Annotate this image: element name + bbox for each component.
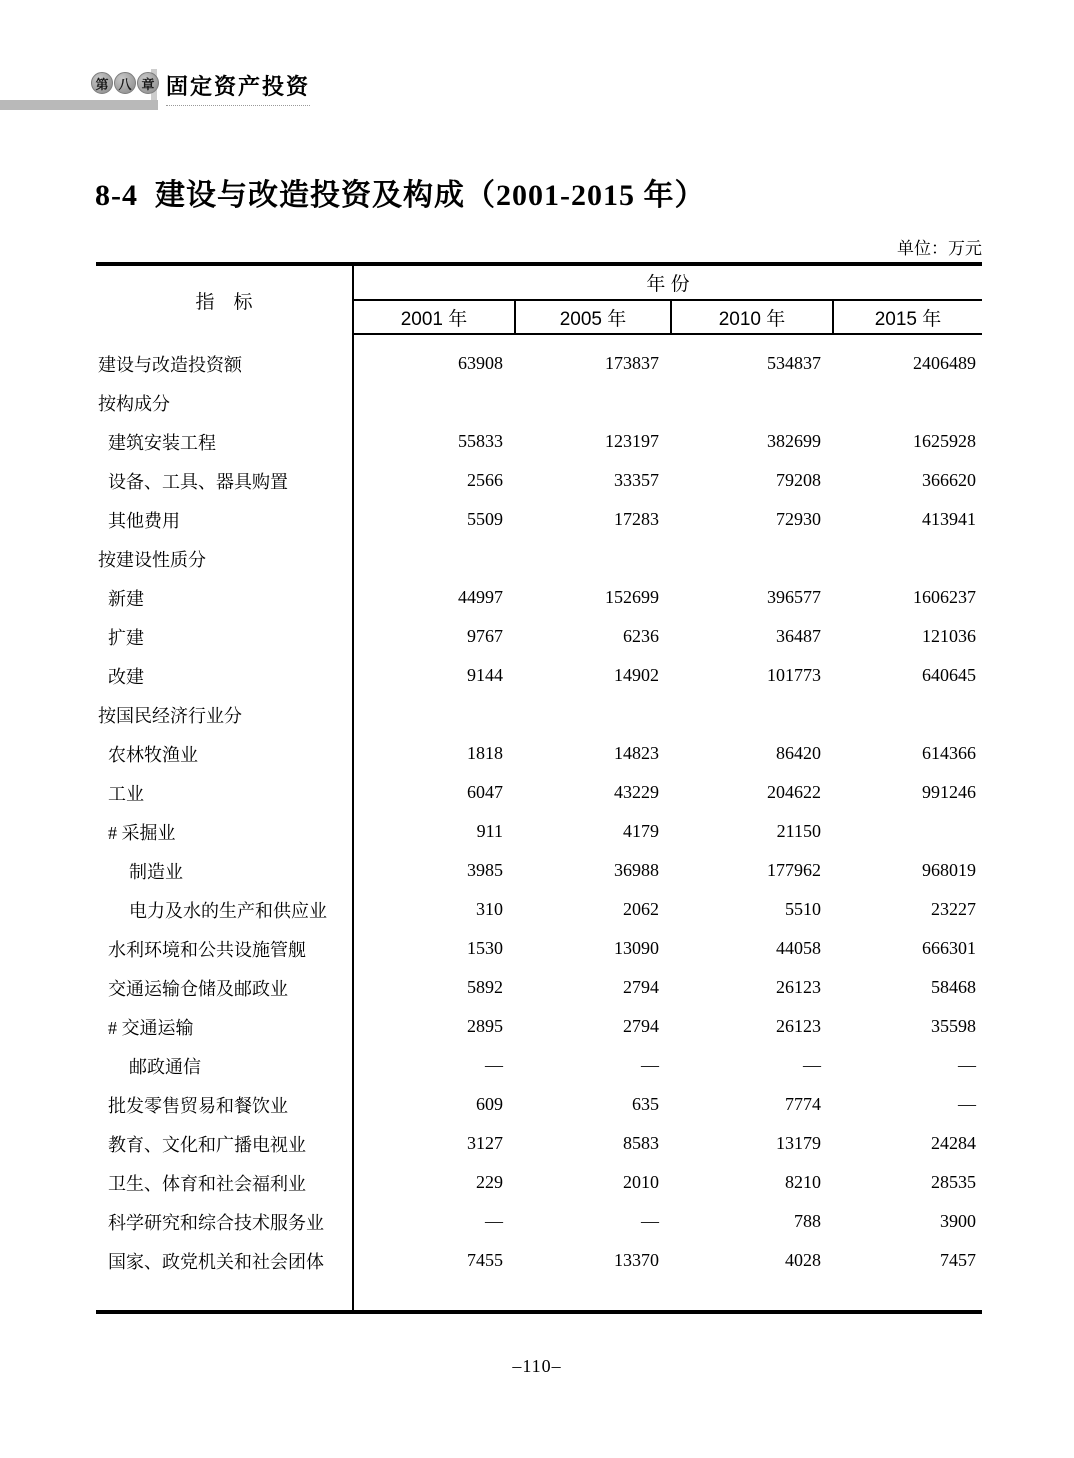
row-value: — bbox=[641, 1055, 659, 1075]
chapter-badge bbox=[91, 72, 159, 94]
row-value: 1606237 bbox=[913, 587, 977, 607]
row-value: 35598 bbox=[931, 1016, 977, 1036]
table-row bbox=[96, 422, 982, 461]
table-row bbox=[96, 344, 982, 383]
table-row bbox=[96, 539, 982, 578]
row-value: 1625928 bbox=[913, 431, 977, 451]
row-value bbox=[515, 539, 671, 578]
row-label: 按构成分 bbox=[96, 383, 353, 422]
row-value: 3985 bbox=[467, 860, 503, 880]
row-value: 14823 bbox=[614, 743, 659, 763]
row-value: 382699 bbox=[767, 431, 821, 451]
row-label: 改建 bbox=[96, 656, 353, 695]
table-row bbox=[96, 1202, 982, 1241]
row-label: 按国民经济行业分 bbox=[96, 695, 353, 734]
row-value: 173837 bbox=[605, 353, 659, 373]
unit-note: 单位：万元 bbox=[897, 239, 982, 258]
table-header bbox=[96, 264, 982, 334]
row-label: 建筑安装工程 bbox=[96, 422, 353, 461]
row-value: 7774 bbox=[785, 1094, 821, 1114]
row-value bbox=[515, 695, 671, 734]
year-column-header-2001: 2001 年 bbox=[353, 300, 515, 334]
table-row bbox=[96, 1163, 982, 1202]
row-value: 5509 bbox=[467, 509, 503, 529]
table-row bbox=[96, 812, 982, 851]
row-label: 国家、政党机关和社会团体 bbox=[96, 1241, 353, 1280]
row-value: 36487 bbox=[776, 626, 821, 646]
table-row bbox=[96, 968, 982, 1007]
row-value: 229 bbox=[476, 1172, 503, 1192]
row-value: 26123 bbox=[776, 1016, 821, 1036]
table-row bbox=[96, 929, 982, 968]
table-row bbox=[96, 461, 982, 500]
table-row bbox=[96, 890, 982, 929]
year-column-header-2005: 2005 年 bbox=[515, 300, 671, 334]
row-label: 建设与改造投资额 bbox=[96, 344, 353, 383]
row-value: 13090 bbox=[614, 938, 659, 958]
row-value: 72930 bbox=[776, 509, 821, 529]
row-value: 177962 bbox=[767, 860, 821, 880]
row-value: 33357 bbox=[614, 470, 659, 490]
row-value bbox=[353, 695, 515, 734]
indicator-column-header: 指 标 bbox=[96, 264, 353, 334]
row-value bbox=[671, 383, 833, 422]
row-value: 2895 bbox=[467, 1016, 503, 1036]
row-value: 8210 bbox=[785, 1172, 821, 1192]
row-value: 79208 bbox=[776, 470, 821, 490]
row-value: 4028 bbox=[785, 1250, 821, 1270]
row-value: 609 bbox=[476, 1094, 503, 1114]
table-row bbox=[96, 1241, 982, 1280]
row-label: 交通运输仓储及邮政业 bbox=[96, 968, 353, 1007]
year-column-header-2010: 2010 年 bbox=[671, 300, 833, 334]
row-value: 788 bbox=[794, 1211, 821, 1231]
row-value: 204622 bbox=[767, 782, 821, 802]
chapter-badge-char-icon: 八 bbox=[114, 72, 136, 94]
row-value: 28535 bbox=[931, 1172, 977, 1192]
row-value: 396577 bbox=[767, 587, 821, 607]
row-value: 666301 bbox=[922, 938, 977, 958]
table-row bbox=[96, 578, 982, 617]
row-value: 17283 bbox=[614, 509, 659, 529]
table-row bbox=[96, 695, 982, 734]
row-label: 卫生、体育和社会福利业 bbox=[96, 1163, 353, 1202]
row-value: 6047 bbox=[467, 782, 503, 802]
table-title: 8-4 建设与改造投资及构成（2001-2015 年） bbox=[95, 179, 706, 212]
row-value: — bbox=[485, 1211, 503, 1231]
row-label: 教育、文化和广播电视业 bbox=[96, 1124, 353, 1163]
row-value: 23227 bbox=[931, 899, 977, 919]
row-label: 设备、工具、器具购置 bbox=[96, 461, 353, 500]
table-row bbox=[96, 500, 982, 539]
row-value: 5510 bbox=[785, 899, 821, 919]
row-value: 101773 bbox=[767, 665, 821, 685]
row-value: 2794 bbox=[623, 977, 659, 997]
table-row bbox=[96, 851, 982, 890]
table-row bbox=[96, 656, 982, 695]
row-label: 其他费用 bbox=[96, 500, 353, 539]
row-label: 按建设性质分 bbox=[96, 539, 353, 578]
row-value: 5892 bbox=[467, 977, 503, 997]
row-value: 63908 bbox=[458, 353, 503, 373]
row-value: 2566 bbox=[467, 470, 503, 490]
row-label: 邮政通信 bbox=[96, 1046, 353, 1085]
row-value: 14902 bbox=[614, 665, 659, 685]
row-value: 26123 bbox=[776, 977, 821, 997]
row-value: 1530 bbox=[467, 938, 503, 958]
row-label: 制造业 bbox=[96, 851, 353, 890]
table-row bbox=[96, 734, 982, 773]
row-value bbox=[671, 695, 833, 734]
row-value: 55833 bbox=[458, 431, 503, 451]
row-value: 366620 bbox=[922, 470, 977, 490]
row-value: — bbox=[958, 1055, 977, 1075]
row-value: 24284 bbox=[931, 1133, 977, 1153]
row-value bbox=[833, 539, 982, 578]
page-number: –110– bbox=[512, 1356, 562, 1376]
spacer-row bbox=[96, 1280, 982, 1312]
row-value bbox=[353, 383, 515, 422]
row-label: 批发零售贸易和餐饮业 bbox=[96, 1085, 353, 1124]
row-value: 44058 bbox=[776, 938, 821, 958]
row-value: 13179 bbox=[776, 1133, 821, 1153]
row-value bbox=[833, 695, 982, 734]
row-value: 2406489 bbox=[913, 353, 977, 373]
row-value: 121036 bbox=[922, 626, 977, 646]
row-value: 413941 bbox=[922, 509, 977, 529]
statistics-table bbox=[96, 262, 982, 1314]
year-column-header-2015: 2015 年 bbox=[833, 300, 982, 334]
row-value: 8583 bbox=[623, 1133, 659, 1153]
chapter-badge-char-icon: 章 bbox=[137, 72, 159, 94]
row-value bbox=[515, 383, 671, 422]
row-value: — bbox=[485, 1055, 503, 1075]
row-value: 4179 bbox=[623, 821, 659, 841]
row-label: 新建 bbox=[96, 578, 353, 617]
table-body bbox=[96, 334, 982, 1312]
row-value: 3900 bbox=[940, 1211, 977, 1231]
chapter-gray-bar bbox=[0, 100, 158, 110]
row-label: 电力及水的生产和供应业 bbox=[96, 890, 353, 929]
row-value: 1818 bbox=[467, 743, 503, 763]
row-label: 水利环境和公共设施管舰 bbox=[96, 929, 353, 968]
row-label: 农林牧渔业 bbox=[96, 734, 353, 773]
row-value: — bbox=[958, 1094, 977, 1114]
row-label: 工业 bbox=[96, 773, 353, 812]
row-label: # 交通运输 bbox=[96, 1007, 353, 1046]
row-value: 911 bbox=[476, 821, 503, 841]
table-row bbox=[96, 383, 982, 422]
row-label: # 采掘业 bbox=[96, 812, 353, 851]
chapter-section-title: 固定资产投资 bbox=[166, 70, 310, 106]
row-value: 43229 bbox=[614, 782, 659, 802]
row-value: — bbox=[803, 1055, 821, 1075]
row-value: 991246 bbox=[922, 782, 977, 802]
row-value: 6236 bbox=[623, 626, 659, 646]
row-value: 9144 bbox=[467, 665, 503, 685]
spacer-row bbox=[96, 334, 982, 344]
row-value bbox=[833, 812, 982, 851]
row-value: 7455 bbox=[467, 1250, 503, 1270]
table-row bbox=[96, 1007, 982, 1046]
row-value: 2010 bbox=[623, 1172, 659, 1192]
row-value: 123197 bbox=[605, 431, 659, 451]
row-value: 534837 bbox=[767, 353, 821, 373]
row-label: 扩建 bbox=[96, 617, 353, 656]
row-value: 152699 bbox=[605, 587, 659, 607]
year-group-header: 年 份 bbox=[353, 264, 982, 300]
row-value: 2062 bbox=[623, 899, 659, 919]
row-label: 科学研究和综合技术服务业 bbox=[96, 1202, 353, 1241]
row-value bbox=[671, 539, 833, 578]
row-value: 3127 bbox=[467, 1133, 503, 1153]
row-value: 36988 bbox=[614, 860, 659, 880]
row-value bbox=[353, 539, 515, 578]
table-row bbox=[96, 1085, 982, 1124]
row-value: 635 bbox=[632, 1094, 659, 1114]
row-value: 13370 bbox=[614, 1250, 659, 1270]
row-value: 21150 bbox=[776, 821, 821, 841]
row-value: 7457 bbox=[940, 1250, 977, 1270]
row-value: 614366 bbox=[922, 743, 977, 763]
row-value: — bbox=[641, 1211, 659, 1231]
table-row bbox=[96, 1124, 982, 1163]
chapter-badge-char-icon: 第 bbox=[91, 72, 113, 94]
table-row bbox=[96, 1046, 982, 1085]
row-value: 968019 bbox=[922, 860, 977, 880]
table-row bbox=[96, 773, 982, 812]
row-value bbox=[833, 383, 982, 422]
row-value: 2794 bbox=[623, 1016, 659, 1036]
row-value: 9767 bbox=[467, 626, 503, 646]
row-value: 44997 bbox=[458, 587, 503, 607]
row-value: 58468 bbox=[931, 977, 977, 997]
row-value: 86420 bbox=[776, 743, 821, 763]
table-row bbox=[96, 617, 982, 656]
row-value: 640645 bbox=[922, 665, 977, 685]
row-value: 310 bbox=[476, 899, 503, 919]
